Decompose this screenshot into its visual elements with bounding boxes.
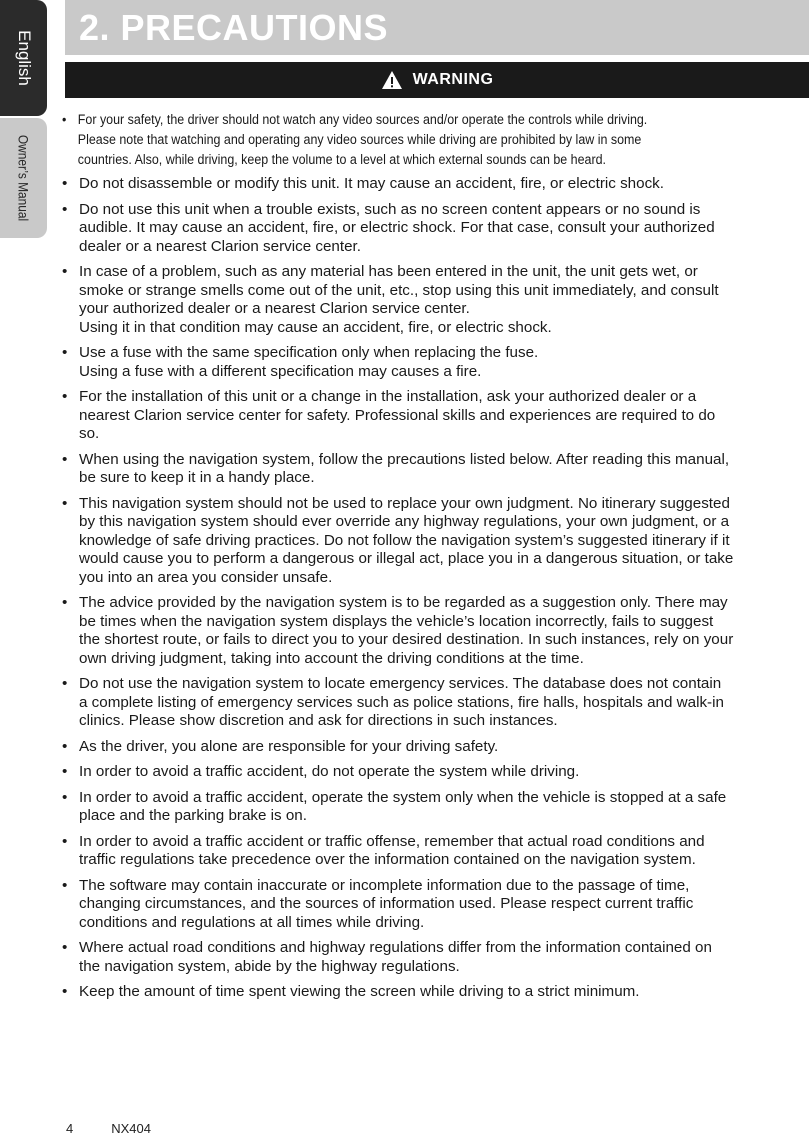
language-tab-label: English [14, 30, 34, 86]
precautions-list [62, 110, 807, 1009]
model-name: NX404 [111, 1121, 151, 1136]
list-item: • Keep the amount of time spent viewing the screen while driving to a strict minimum. [62, 983, 807, 1002]
page-number: 4 [66, 1121, 74, 1136]
list-item: • Use a fuse with the same specification only when replacing the fuse. Using a fuse with a different specification may causes a fire. [62, 344, 807, 381]
list-item: • Do not use the navigation system to locate emergency services. The database does not contain a complete listing of emergency services such as police stations, fire halls, hospitals and walk-in clinics. Please show discretion and ask for directions in such instances. [62, 675, 807, 731]
list-item: • For the installation of this unit or a change in the installation, ask your authorized dealer or a nearest Clarion service center for safety. Professional skills and experiences are required to do so. [62, 388, 807, 444]
warning-icon [381, 70, 403, 90]
list-item: • Do not disassemble or modify this unit. It may cause an accident, fire, or electric shock. [62, 175, 807, 194]
list-item: • As the driver, you alone are responsible for your driving safety. [62, 738, 807, 757]
list-item: • Do not use this unit when a trouble exists, such as no screen content appears or no sound is audible. It may cause an accident, fire, or electric shock. For that case, consult your authorized dealer or a nearest Clarion service center. [62, 201, 807, 257]
page-title: 2. PRECAUTIONS [79, 6, 389, 48]
section-title-bar [65, 0, 809, 55]
list-item: • The software may contain inaccurate or incomplete information due to the passage of time, changing circumstances, and the sources of information used. Please respect current traffic conditions and regulations at all times while driving. [62, 877, 807, 933]
warning-label: WARNING [412, 71, 494, 88]
list-item: • Where actual road conditions and highway regulations differ from the information contained on the navigation system, abide by the highway regulations. [62, 939, 807, 976]
warning-banner [65, 62, 809, 98]
language-tab[interactable] [0, 0, 47, 116]
list-item: • This navigation system should not be used to replace your own judgment. No itinerary suggested by this navigation system should ever override any highway regulations, your own judgment, or a knowledge of safe driving practices. Do not follow the navigation system’s suggested itinerary if it would cause you to perform a dangerous or illegal act, place you in a dangerous situation, or take you into an area you consider unsafe. [62, 495, 807, 588]
list-item: • In case of a problem, such as any material has been entered in the unit, the unit gets wet, or smoke or strange smells come out of the unit, etc., stop using this unit immediately, and consult your authorized dealer or a nearest Clarion service center. Using it in that condition may cause an accident, fire, or electric shock. [62, 263, 807, 337]
page-footer [66, 1121, 151, 1136]
list-item: • In order to avoid a traffic accident, operate the system only when the vehicle is stopped at a safe place and the parking brake is on. [62, 789, 807, 826]
list-item: • When using the navigation system, follow the precautions listed below. After reading this manual, be sure to keep it in a handy place. [62, 451, 807, 488]
list-item: • In order to avoid a traffic accident, do not operate the system while driving. [62, 763, 807, 782]
manual-tab-label: Owner’s Manual [15, 134, 32, 222]
list-item: • The advice provided by the navigation system is to be regarded as a suggestion only. There may be times when the navigation system displays the vehicle’s location incorrectly, fails to suggest the shortest route, or fails to direct you to your desired destination. In such instances, rely on your own driving judgment, taking into account the driving conditions at the time. [62, 594, 807, 668]
manual-tab[interactable] [0, 118, 47, 238]
list-item: • For your safety, the driver should not watch any video sources and/or operate the controls while driving. Please note that watching and operating any video sources while driving are prohibited by law in some countries. Also, while driving, keep the volume to a level at which external sounds can be heard. [62, 110, 809, 170]
list-item: • In order to avoid a traffic accident or traffic offense, remember that actual road conditions and traffic regulations take precedence over the information contained on the navigation system. [62, 833, 807, 870]
